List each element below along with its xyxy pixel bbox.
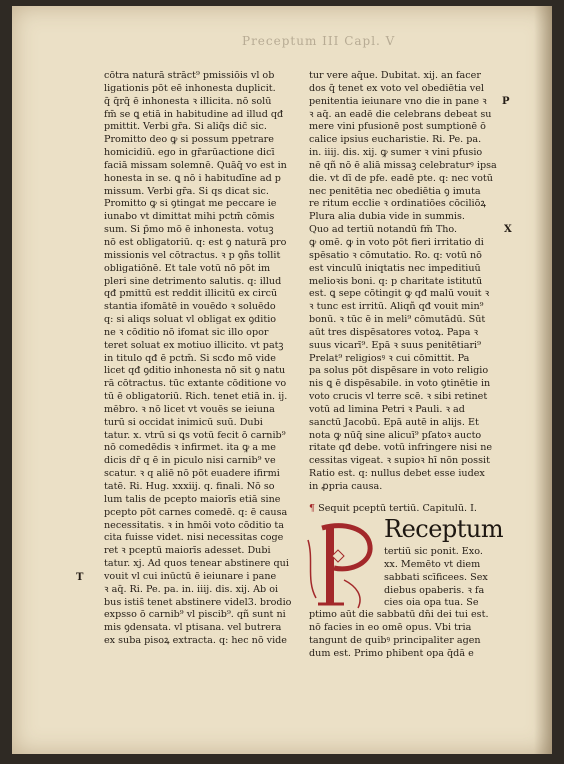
text-line: vouit vl̄ cui inūctū ē ieiunare i pane <box>104 570 277 582</box>
text-line: Quo ad tertiū notandū fm̄ Tho. <box>309 224 458 236</box>
text-line: penitentia ieiunare vno die in pane ꝛ <box>309 95 487 107</box>
text-line: nō est obligatoriū. q: est ꝯ naturā pro <box>104 236 287 248</box>
text-line: missionis vel cōtractus. ꝛ p ꝯñs tollit <box>104 249 281 261</box>
text-line: Ratio est. q: nullus debet esse iudex <box>309 468 485 480</box>
text-line: mere vini pfusionē post sumptionē ō <box>309 121 486 133</box>
text-line: ꝛ tunc est irritū. Aliqñ qđ vouit min⁹ <box>309 301 484 313</box>
text-line: iunabo vt dimittat mihi pctm̄ cōmis <box>104 211 275 223</box>
decorated-initial <box>304 520 384 612</box>
text-line: Prelat⁹ religiosꝰ ꝛ cui cōmittit. Pa <box>309 352 470 364</box>
text-line: pcepto pōt carnes comedē. q: ē causa <box>104 506 288 518</box>
text-line: expsso ō carnib⁹ vl̄ piscib⁹. qñ sunt ni <box>104 609 286 621</box>
section-heading-text: Sequit pceptū tertiū. Capitulū. I. <box>318 503 477 514</box>
text-line: homicidiū. ego in gr̄arūactione dicī <box>104 147 275 159</box>
text-line: tū ē obligatoriū. Rich. tenet etiā in. ij. <box>104 391 288 403</box>
text-line: in. iiij. dis. xij. ꝙ sumer ꝛ vini pfusio <box>309 147 483 159</box>
text-line: cies oia opa tua. Se <box>384 597 479 609</box>
margin-note-p: P <box>502 96 510 107</box>
text-line: tertiū sic ponit. Exo. <box>384 546 483 557</box>
text-line: q: si aliqs soluat vl̄ obligat ex ꝯditio <box>104 314 277 326</box>
text-line: re ritum ecclie ꝛ ordinatiōes cōciliōꝝ <box>309 198 486 210</box>
text-line: ne ꝛ cōditio nō ifomat sic illo opor <box>104 326 269 338</box>
text-line: tatur. x. vtrū si ꝗs votū fecit ō carnib⁹ <box>104 429 286 441</box>
section-heading <box>309 503 477 516</box>
text-line: cōtra naturā strāct⁹ pmissiōis vl̄ ob <box>104 70 275 81</box>
text-line: nē qñ nō ē aliā missaꝫ celebraturꝰ ipsa <box>309 159 497 171</box>
margin-note-x: X <box>504 224 512 235</box>
text-line: mis ꝯdensata. vl̄ ptisana. vel butrera <box>104 622 282 634</box>
running-head: Preceptum III Capl. V <box>242 34 396 48</box>
text-line: necessitatis. ꝛ in hmōi voto cōditio ta <box>104 519 284 531</box>
text-line: honesta in se. ꝗ nō i habitudīne ad p <box>104 172 281 184</box>
text-line: est vinculū iniqtatis nec impeditiuū <box>309 262 481 274</box>
text-line: ꝙ omē. ꝙ in voto pōt fieri irritatio di <box>309 236 484 248</box>
subheading-block <box>384 546 510 610</box>
text-line: tatur. xj. Ad quos tenear abstinere qui <box>104 558 289 570</box>
text-line: voto crucis vl̄ terre scē. ꝛ sibi retinet <box>309 391 488 403</box>
text-line: sabbati scīficees. Sex <box>384 571 488 583</box>
text-line: die. vt dī de pfe. eadē pte. q: nec votū <box>309 172 493 184</box>
text-line: cessitas vigeat. ꝛ supioꝛ hī nōn possit <box>309 455 490 467</box>
text-line: lum talis de pcepto maiorīs etiā sine <box>104 493 281 505</box>
text-line: bus istis̄ tenet abstinere videl3. brodio <box>104 596 292 608</box>
text-line: dum est. Primo phibent opa q̄dā e <box>309 647 474 659</box>
text-line: ex suba pisoꝝ extracta. q: hec nō vide <box>104 635 287 647</box>
text-line: aūt tres dispēsatores votoꝝ. Papa ꝛ <box>309 326 479 338</box>
text-line: scatur. ꝛ q aliē nō pōt euadere ifirmi <box>104 468 280 480</box>
paragraph-mark: ¶ <box>309 503 316 514</box>
text-line: q̄ q̄rq̄ ē inhonesta ꝛ illicita. nō solū <box>104 95 272 107</box>
text-line: mēbro. ꝛ nō licet vt vouēs se ieiuna <box>104 403 275 415</box>
text-line: ptimo aūt die sabbatū dn̄i dei tui est. <box>309 609 489 620</box>
text-line: suus vicarī⁹. Epā ꝛ suus penitētiari⁹ <box>309 339 481 351</box>
text-line: ret ꝛ pceptū maiorīs adesset. Dubi <box>104 545 271 557</box>
text-line: melioꝛis boni. q: p charitate istitutū <box>309 275 483 287</box>
text-line: faciā missam solemnē. Quāq̄ vo est in <box>104 159 287 171</box>
text-line: Promitto deo ꝙ si possum ppetrare <box>104 134 274 146</box>
text-line: obligatiōnē. Et tale votū nō pōt im <box>104 262 271 274</box>
initial-flourish-icon <box>304 520 384 612</box>
bottom-text-block <box>309 609 507 660</box>
text-line: sum. Si p̄mo mō ē inhonesta. votuꝫ <box>104 224 274 236</box>
text-line: Plura alia dubia vide in summis. <box>309 211 465 223</box>
text-line: missum. Verbi gr̄a. Si qs dicat sic. <box>104 185 269 197</box>
text-line: dicis dr̄ q ē in piculo nisi carnib⁹ ve <box>104 455 276 467</box>
right-text-column <box>309 70 507 494</box>
text-line: bonū. ꝛ tūc ē in meli⁹ cōmutādū. Sūt <box>309 314 486 326</box>
text-line: rā cōtractus. tūc extante cōditione vo <box>104 378 287 390</box>
text-line: votū ad limina Petri ꝛ Pauli. ꝛ ad <box>309 403 465 415</box>
text-line: Promitto ꝙ si ꝯtingat me peccare ie <box>104 198 277 210</box>
text-line: xx. Memēto vt diem <box>384 558 481 570</box>
text-line: est. ꝗ sepe cōtingit ꝙ qđ malū vouit ꝛ <box>309 288 490 300</box>
text-line: dos q̄ tenet ex voto vel obediētia vel <box>309 82 484 94</box>
text-line: stantia ifomātē in vouēdo ꝛ soluēdo <box>104 301 276 313</box>
text-line: nota ꝙ nūq̄ sine alicuī⁹ pſatoꝛ aucto <box>309 429 482 441</box>
text-line: pmittit. Verbi gr̄a. Si aliq̄s dic̄ sic. <box>104 121 267 133</box>
text-line: licet qđ ꝯditio inhonesta nō sit ꝯ natu <box>104 365 286 377</box>
text-line: pa solus pōt dispēsare in voto religio <box>309 365 489 377</box>
text-line: tangunt de quibꝰ principaliter agen <box>309 634 481 646</box>
text-line: cita fuisse videt. nisi necessitas coge <box>104 532 284 544</box>
text-line: nis ꝗ ē dispēsabile. in voto ꝯtinētie in <box>309 378 491 390</box>
text-line: calice ipsius eucharistie. Ri. Pe. pa. <box>309 134 482 146</box>
margin-note-t: T <box>76 572 84 583</box>
text-line: ligationis pōt eē inhonesta duplicit. <box>104 82 276 94</box>
text-line: nō facies in eo omē opus. Vbi tria <box>309 621 472 633</box>
text-line: ꝛ aq̄. Ri. Pe. pa. in. iiij. dis. xij. Ab oi <box>104 583 279 595</box>
text-line: sanctū Jacobū. Epā autē in alijs. Et <box>309 416 479 428</box>
text-line: pleri sine detrimento salutis. q: illud <box>104 275 282 287</box>
text-line: in ꝓpria causa. <box>309 481 383 492</box>
text-line: tatē. Ri. Hug. xxxiij. q. finali. Nō so <box>104 481 275 492</box>
text-line: ritate qđ debe. votū infringere nisi ne <box>309 442 493 454</box>
text-line: tur vere aq̄ue. Dubitat. xij. an facer <box>309 70 481 81</box>
book-page <box>12 6 552 754</box>
text-line: qđ pmittū est reddit illicitū ex circū <box>104 288 278 300</box>
text-line: ꝛ aq̄. an eadē die celebrans debeat su <box>309 108 492 120</box>
left-text-column <box>104 70 300 648</box>
text-line: teret soluat ex motiuo illicito. vt patꝫ <box>104 339 284 351</box>
text-line: nō comedēdis ꝛ infirmet. ita ꝙ a me <box>104 442 276 454</box>
text-line: in titulo qđ ē pctm̄. Si scđo mō vide <box>104 352 276 364</box>
text-line: turū si occidat inimicū suū. Dubi <box>104 416 263 428</box>
text-line: fm̄ se ꝗ etiā in habitudine ad illud qđ <box>104 108 284 120</box>
text-line: diebus opaberis. ꝛ fa <box>384 584 485 596</box>
heading-word: Receptum <box>384 515 504 543</box>
text-line: spēsatio ꝛ cōmutatio. Ro. q: votū nō <box>309 249 482 261</box>
text-line: nec penitētia nec obediētia ꝯ imuta <box>309 185 481 197</box>
